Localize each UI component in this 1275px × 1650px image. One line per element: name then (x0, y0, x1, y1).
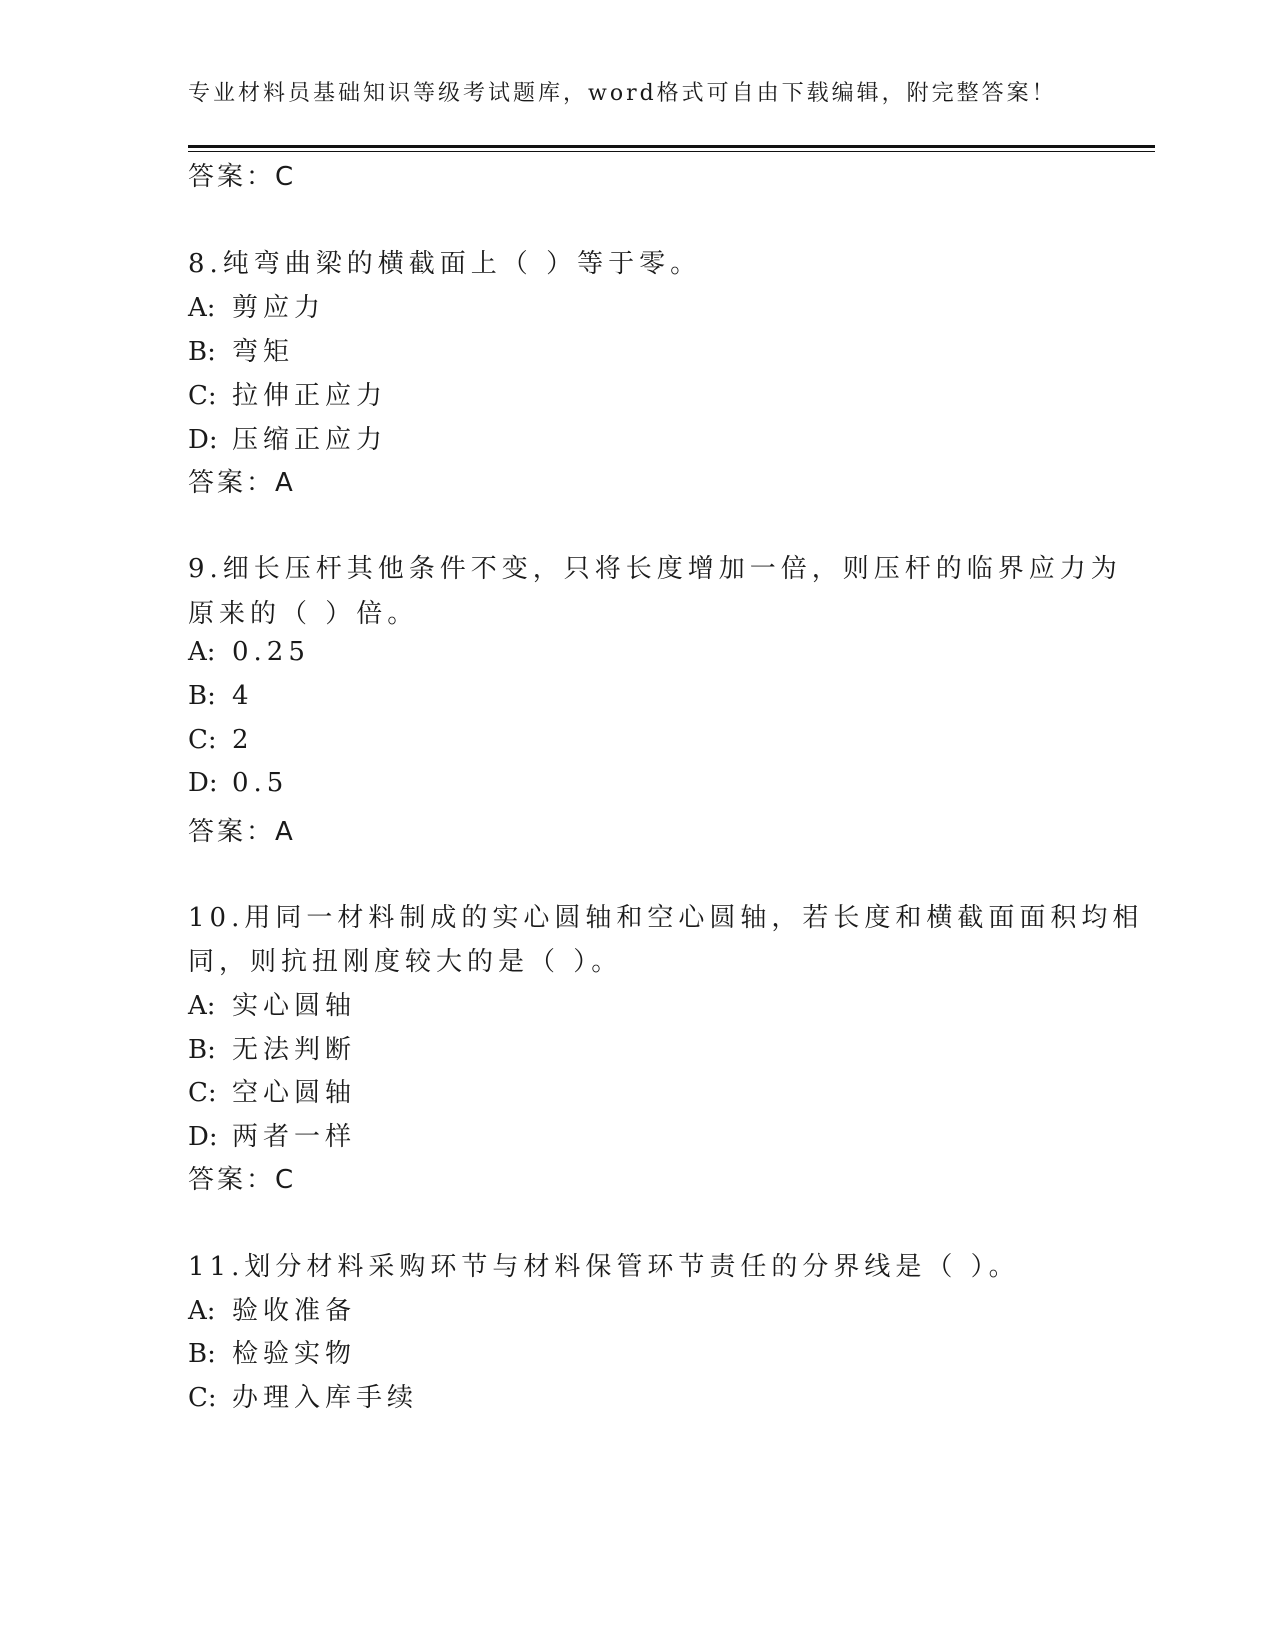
option-text: 拉伸正应力 (232, 381, 388, 411)
option-a (188, 637, 310, 667)
question-stem-continued: 同，则抗扭刚度较大的是（ ）。 (188, 947, 623, 977)
option-a (188, 985, 356, 1022)
option-key: A: (188, 637, 216, 667)
option-key: B: (188, 337, 216, 367)
option-key: C: (188, 381, 217, 411)
option-key: A: (188, 991, 216, 1021)
option-b (188, 1333, 356, 1370)
option-text: 0.25 (232, 637, 310, 667)
answer-line: 答案：A (188, 468, 296, 498)
option-b (188, 1029, 356, 1066)
option-text: 检验实物 (232, 1339, 357, 1369)
question-stem: 8.纯弯曲梁的横截面上（ ）等于零。 (188, 249, 702, 279)
option-c (188, 725, 254, 755)
option-text: 验收准备 (232, 1296, 357, 1326)
option-a (188, 1290, 356, 1327)
option-key: C: (188, 1383, 217, 1413)
option-key: A: (188, 293, 216, 323)
option-text: 两者一样 (232, 1122, 357, 1152)
option-text: 剪应力 (232, 293, 326, 323)
option-d (188, 768, 288, 798)
option-c (188, 375, 387, 412)
option-text: 压缩正应力 (232, 425, 388, 455)
answer-line: 答案：C (188, 1165, 297, 1195)
option-d (188, 419, 387, 456)
option-d (188, 1116, 356, 1153)
header-divider-thin (188, 151, 1155, 152)
question-stem: 10.用同一材料制成的实心圆轴和空心圆轴，若长度和横截面面积均相 (188, 903, 1144, 933)
option-text: 无法判断 (232, 1035, 357, 1065)
question-stem: 9.细长压杆其他条件不变，只将长度增加一倍，则压杆的临界应力为 (188, 554, 1122, 584)
option-key: C: (188, 1078, 217, 1108)
option-key: C: (188, 725, 217, 755)
header-divider (188, 145, 1155, 148)
answer-line: 答案：C (188, 162, 297, 192)
option-text: 0.5 (232, 768, 289, 798)
option-b (188, 681, 254, 711)
option-key: D: (188, 425, 218, 455)
option-key: D: (188, 768, 218, 798)
answer-line: 答案：A (188, 817, 296, 847)
option-key: B: (188, 1339, 216, 1369)
option-b (188, 331, 294, 368)
option-text: 办理入库手续 (232, 1383, 419, 1413)
option-text: 实心圆轴 (232, 991, 357, 1021)
option-text: 2 (232, 725, 254, 755)
option-key: D: (188, 1122, 218, 1152)
page-header: 专业材料员基础知识等级考试题库，word格式可自由下载编辑，附完整答案！ (188, 81, 1057, 106)
question-stem: 11.划分材料采购环节与材料保管环节责任的分界线是（ ）。 (188, 1252, 1020, 1282)
option-text: 空心圆轴 (232, 1078, 357, 1108)
option-text: 弯矩 (232, 337, 295, 367)
question-stem-continued: 原来的（ ）倍。 (188, 599, 419, 629)
option-c (188, 1377, 418, 1414)
option-c (188, 1072, 356, 1109)
option-text: 4 (232, 681, 254, 711)
option-key: B: (188, 681, 216, 711)
option-key: A: (188, 1296, 216, 1326)
option-key: B: (188, 1035, 216, 1065)
option-a (188, 287, 325, 324)
